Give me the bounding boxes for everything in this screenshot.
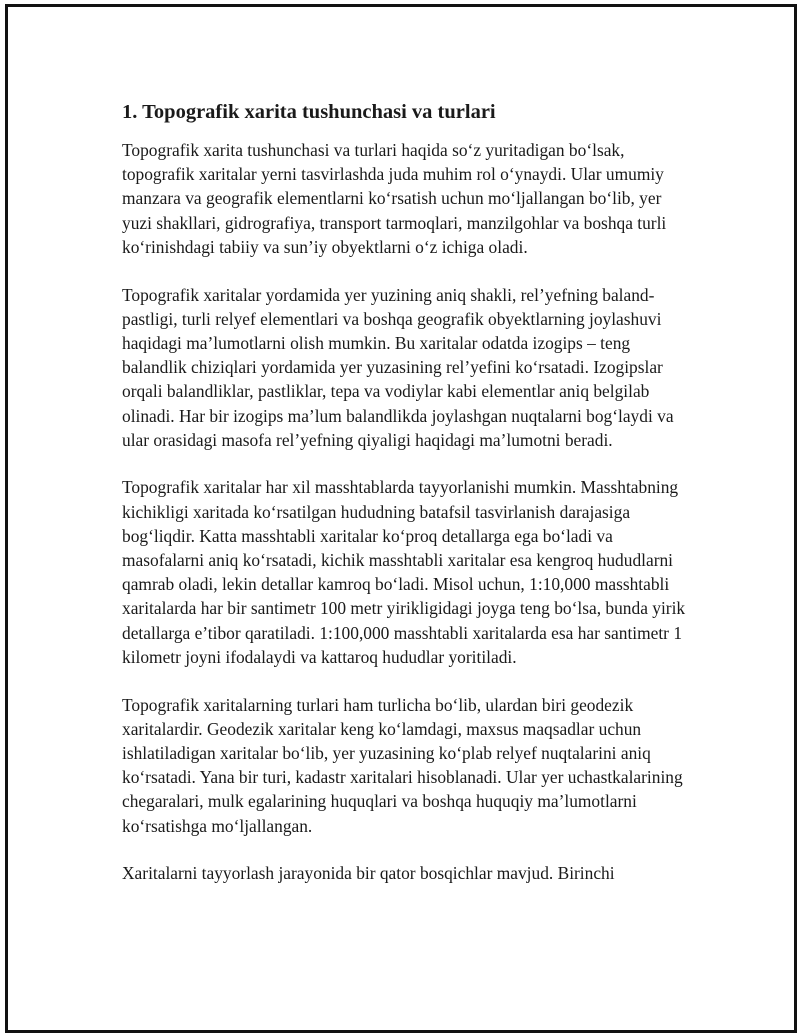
paragraph-4: Topografik xaritalarning turlari ham turlicha bo‘lib, ulardan biri geodezik xaritalardir. Geodezik xaritalar keng ko‘lamdagi, maxsus maqsadlar uchun ishlatiladigan xaritalar bo‘lib, yer yuzasining ko‘plab relyef nuqtalarini aniq ko‘rsatadi. Yana bir turi, kadastr xaritalari hisoblanadi. Ular yer uchastkalarining chegaralari, mulk egalarining huquqlari va boshqa huquqiy ma’lumotlarni ko‘rsatishga mo‘ljallangan. bbox=[122, 694, 683, 836]
section-heading: 1. Topografik xarita tushunchasi va turlari bbox=[122, 101, 496, 123]
paragraph-3: Topografik xaritalar har xil masshtablarda tayyorlanishi mumkin. Masshtabning kichikligi xaritada ko‘rsatilgan hududning batafsil tasvirlanish darajasiga bog‘liqdir. Katta masshtabli xaritalar ko‘proq detallarga ega bo‘ladi va masofalarni aniq ko‘rsatadi, kichik masshtabli xaritalar esa kengroq hududlarni qamrab oladi, lekin detallar kamroq bo‘ladi. Misol uchun, 1:10,000 masshtabli xaritalarda har bir santimetr 100 metr yirikligidagi joyga teng bo‘lsa, bunda yirik detallarga e’tibor qaratiladi. 1:100,000 masshtabli xaritalarda esa har santimetr 1 kilometr joyni ifodalaydi va kattaroq hududlar yoritiladi. bbox=[122, 477, 686, 667]
paragraph-2: Topografik xaritalar yordamida yer yuzining aniq shakli, rel’yefning baland-pastligi, turli relyef elementlari va boshqa geografik obyektlarning joylashuvi haqidagi ma’lumotlarni olish mumkin. Bu xaritalar odatda izogips – teng balandlik chiziqlari yordamida yer yuzasining rel’yefini ko‘rsatadi. Izogipslar orqali balandliklar, pastliklar, tepa va vodiylar kabi elementlar aniq belgilab olinadi. Har bir izogips ma’lum balandlikda joylashgan nuqtalarni bog‘laydi va ular orasidagi masofa rel’yefning qiyaligi haqidagi ma’lumotni beradi. bbox=[122, 284, 674, 450]
page-frame bbox=[5, 4, 797, 1033]
document-body bbox=[122, 99, 694, 909]
paragraph-1: Topografik xarita tushunchasi va turlari haqida so‘z yuritadigan bo‘lsak, topografik xaritalar yerni tasvirlashda juda muhim rol o‘ynaydi. Ular umumiy manzara va geografik elementlarni ko‘rsatish uchun mo‘ljallangan bo‘lib, yer yuzi shakllari, gidrografiya, transport tarmoqlari, manzilgohlar va boshqa turli ko‘rinishdagi tabiiy va sun’iy obyektlarni o‘z ichiga oladi. bbox=[122, 140, 667, 257]
paragraph-5: Xaritalarni tayyorlash jarayonida bir qator bosqichlar mavjud. Birinchi bbox=[122, 863, 615, 884]
